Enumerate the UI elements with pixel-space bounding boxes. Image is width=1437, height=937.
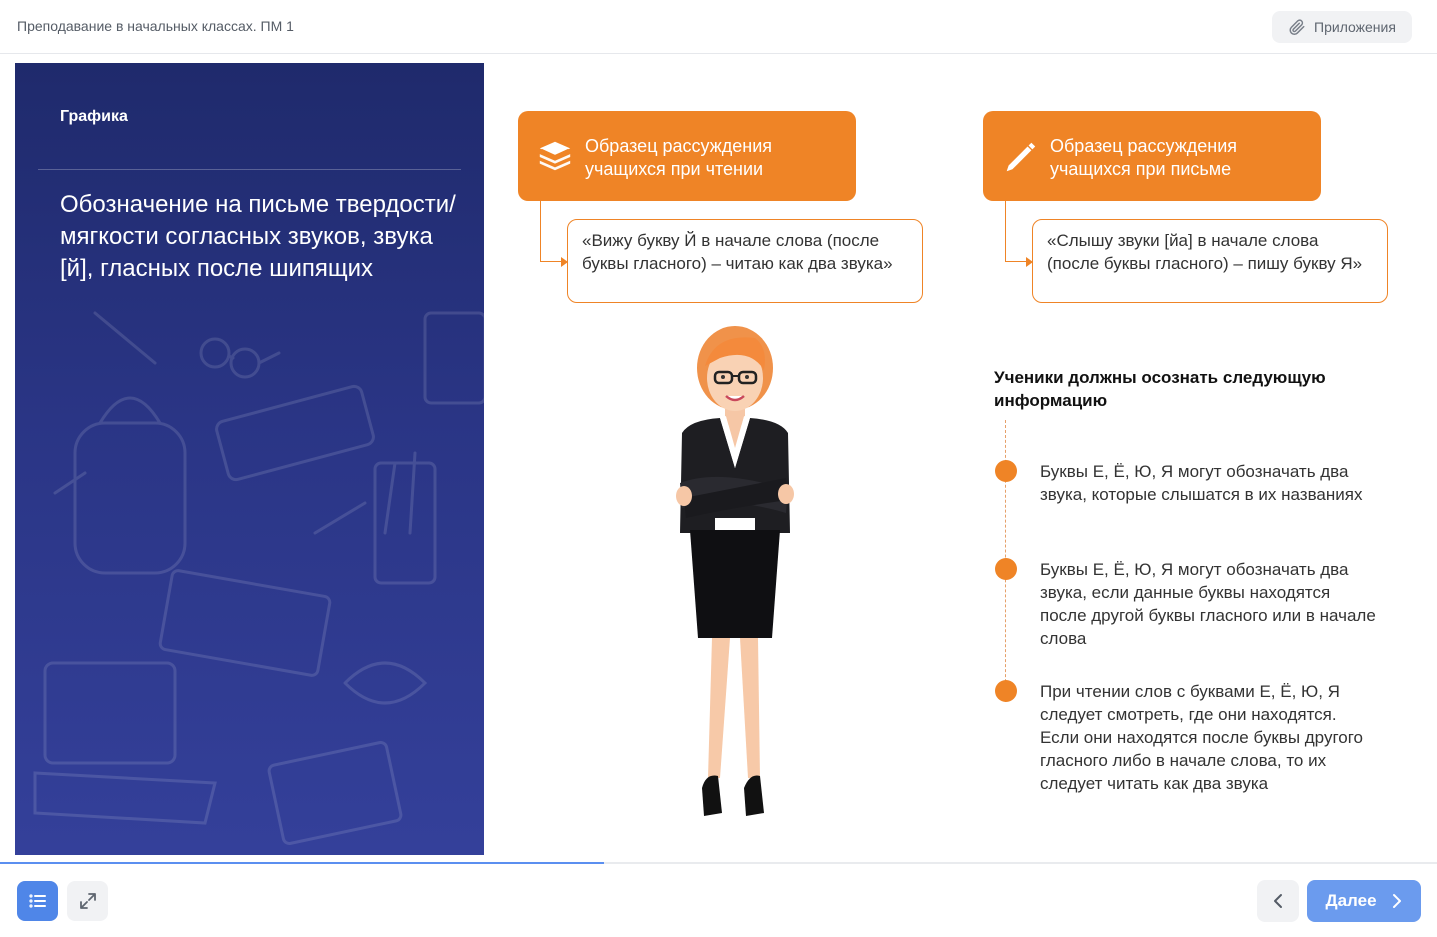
attachments-label: Приложения bbox=[1314, 19, 1396, 35]
info-item: Буквы Е, Ё, Ю, Я могут обозначать два звука, если данные буквы находятся после другой буквы гласного или в начале слова bbox=[1040, 560, 1376, 648]
expand-icon bbox=[79, 892, 97, 910]
chevron-left-icon bbox=[1272, 893, 1284, 909]
chevron-right-icon bbox=[1391, 893, 1403, 909]
list-icon bbox=[29, 893, 47, 909]
attachments-button[interactable] bbox=[1272, 11, 1412, 43]
info-item: Буквы Е, Ё, Ю, Я могут обозначать два звука, которые слышатся в их названиях bbox=[1040, 462, 1363, 504]
teacher-illustration bbox=[660, 318, 810, 833]
previous-button[interactable] bbox=[1257, 880, 1299, 922]
fullscreen-button[interactable] bbox=[67, 881, 108, 921]
info-title: Ученики должны осознать следующую информацию bbox=[994, 368, 1326, 410]
next-button[interactable] bbox=[1307, 880, 1421, 922]
writing-quote: «Слышу звуки [йа] в начале слова (после буквы гласного) – пишу букву Я» bbox=[1032, 219, 1388, 303]
writing-sample-card bbox=[983, 111, 1321, 201]
reading-sample-card bbox=[518, 111, 856, 201]
pencil-icon bbox=[1001, 137, 1039, 175]
slide-heading: Обозначение на письме твердости/мягкости согласных звуков, звука [й], гласных после шипящих bbox=[60, 191, 456, 282]
info-item: При чтении слов с буквами Е, Ё, Ю, Я следует смотреть, где они находятся. Если они находятся после буквы другого гласного либо в начале слова, то их следует читать как два звука bbox=[1040, 682, 1364, 793]
next-label: Далее bbox=[1325, 891, 1377, 910]
timeline-dot bbox=[995, 558, 1017, 580]
course-title: Преподавание в начальных классах. ПМ 1 bbox=[17, 18, 294, 34]
timeline-dot bbox=[995, 680, 1017, 702]
reading-connector bbox=[540, 201, 564, 262]
school-doodles-background bbox=[15, 63, 484, 855]
section-label: Графика bbox=[60, 108, 128, 125]
writing-connector bbox=[1005, 201, 1029, 262]
section-divider bbox=[38, 169, 461, 170]
writing-sample-title: Образец рассуждения учащихся при письме bbox=[1050, 136, 1238, 179]
table-of-contents-button[interactable] bbox=[17, 881, 58, 921]
paperclip-icon bbox=[1288, 18, 1306, 36]
books-icon bbox=[536, 137, 574, 175]
reading-quote: «Вижу букву Й в начале слова (после буквы гласного) – читаю как два звука» bbox=[567, 219, 923, 303]
topic-panel bbox=[15, 63, 484, 855]
top-bar bbox=[0, 0, 1437, 54]
reading-sample-title: Образец рассуждения учащихся при чтении bbox=[585, 136, 773, 179]
bottom-bar bbox=[0, 864, 1437, 937]
timeline-dot bbox=[995, 460, 1017, 482]
